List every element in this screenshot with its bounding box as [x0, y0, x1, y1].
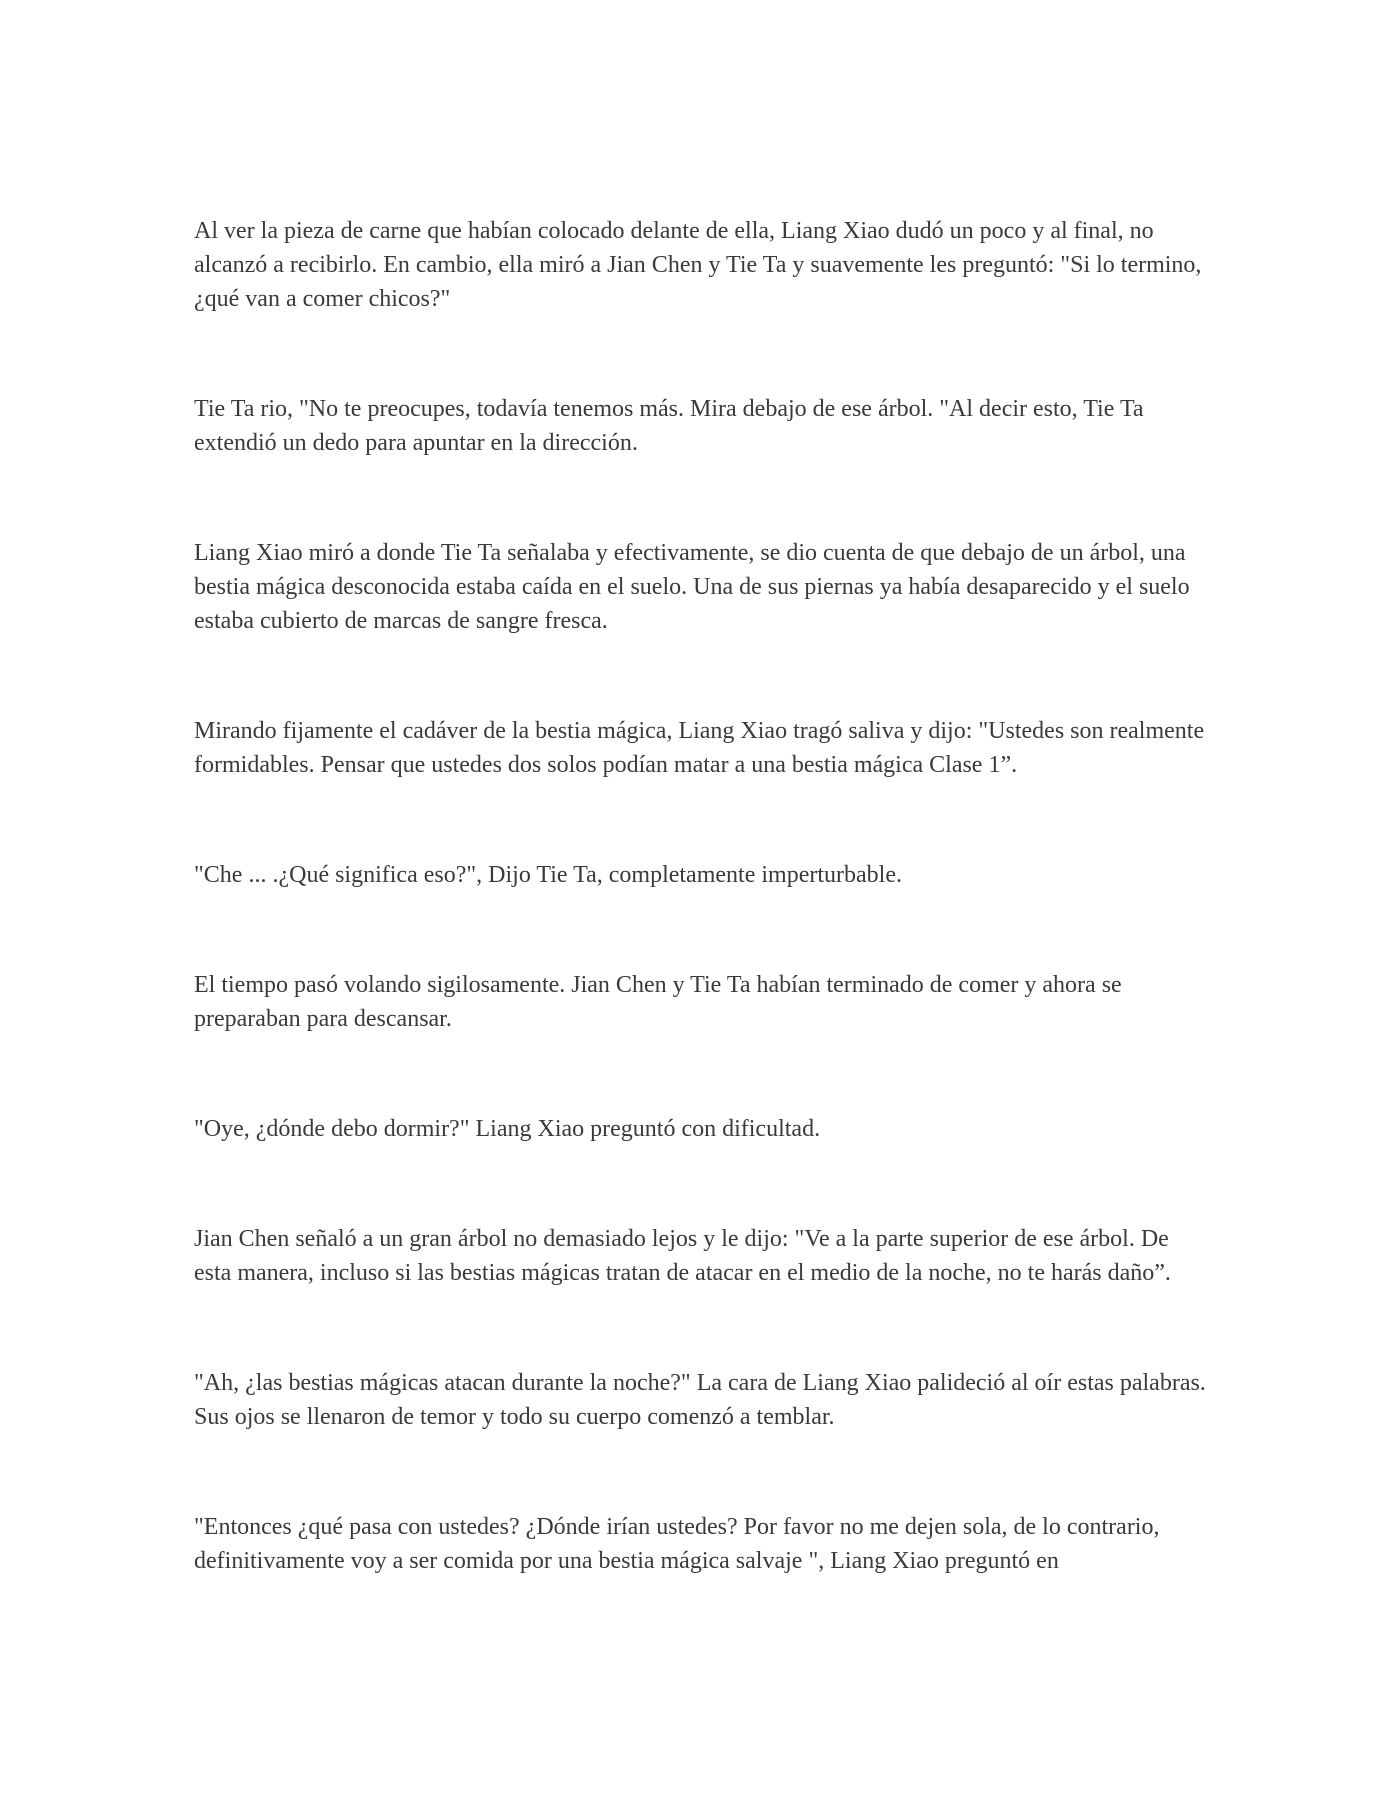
paragraph-3: Liang Xiao miró a donde Tie Ta señalaba y efectivamente, se dio cuenta de que debajo de un árbol, una bestia mágica desconocida estaba caída en el suelo. Una de sus piernas ya había desaparecido y el suelo estaba cubierto de marcas de sangre fresca.: [194, 540, 1190, 634]
paragraph-10: "Entonces ¿qué pasa con ustedes? ¿Dónde irían ustedes? Por favor no me dejen sola, de lo contrario, definitivamente voy a ser comida por una bestia mágica salvaje ", Liang Xiao preguntó en: [194, 1514, 1160, 1574]
paragraph-7: "Oye, ¿dónde debo dormir?" Liang Xiao preguntó con dificultad.: [194, 1116, 821, 1142]
paragraph-2: Tie Ta rio, "No te preocupes, todavía tenemos más. Mira debajo de ese árbol. "Al decir esto, Tie Ta extendió un dedo para apuntar en la dirección.: [194, 396, 1144, 456]
paragraph-8: Jian Chen señaló a un gran árbol no demasiado lejos y le dijo: "Ve a la parte superior de ese árbol. De esta manera, incluso si las bestias mágicas tratan de atacar en el medio de la noche, no te harás daño”.: [194, 1226, 1171, 1286]
document-body: [194, 214, 1212, 1578]
paragraph-5: "Che ... .¿Qué significa eso?", Dijo Tie Ta, completamente imperturbable.: [194, 862, 902, 888]
paragraph-6: El tiempo pasó volando sigilosamente. Jian Chen y Tie Ta habían terminado de comer y ahora se preparaban para descansar.: [194, 972, 1122, 1032]
paragraph-1: Al ver la pieza de carne que habían colocado delante de ella, Liang Xiao dudó un poco y al final, no alcanzó a recibirlo. En cambio, ella miró a Jian Chen y Tie Ta y suavemente les preguntó: "Si lo termino, ¿qué van a comer chicos?": [194, 218, 1202, 312]
paragraph-4: Mirando fijamente el cadáver de la bestia mágica, Liang Xiao tragó saliva y dijo: "Ustedes son realmente formidables. Pensar que ustedes dos solos podían matar a una bestia mágica Clase 1”.: [194, 718, 1205, 778]
paragraph-9: "Ah, ¿las bestias mágicas atacan durante la noche?" La cara de Liang Xiao palideció al oír estas palabras. Sus ojos se llenaron de temor y todo su cuerpo comenzó a temblar.: [194, 1370, 1206, 1430]
